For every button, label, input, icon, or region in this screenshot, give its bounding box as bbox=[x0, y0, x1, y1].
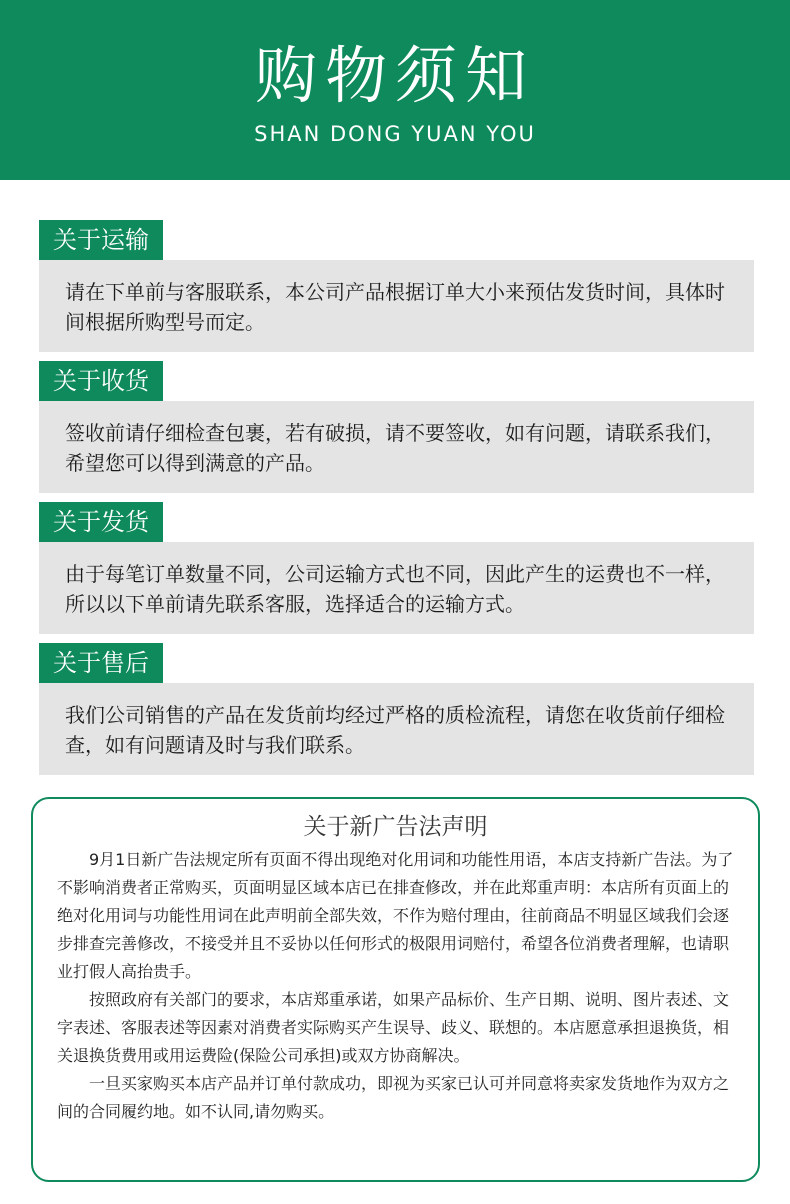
section-text: 请在下单前与客服联系，本公司产品根据订单大小来预估发货时间，具体时间根据所购型号而定。 bbox=[39, 260, 754, 352]
page-subtitle: SHAN DONG YUAN YOU bbox=[254, 122, 536, 146]
section-text: 我们公司销售的产品在发货前均经过严格的质检流程，请您在收货前仔细检查，如有问题请及时与我们联系。 bbox=[39, 683, 754, 775]
header-banner bbox=[0, 0, 790, 180]
notice-paragraph: 9月1日新广告法规定所有页面不得出现绝对化用词和功能性用语，本店支持新广告法。为了不影响消费者正常购买，页面明显区域本店已在排查修改，并在此郑重声明：本店所有页面上的绝对化用词与功能性用词在此声明前全部失效，不作为赔付理由，往前商品不明显区域我们会逐步排查完善修改，不接受并且不妥协以任何形式的极限用词赔付，希望各位消费者理解，也请职业打假人高抬贵手。 bbox=[57, 850, 734, 981]
section-text: 签收前请仔细检查包裹，若有破损，请不要签收，如有问题，请联系我们，希望您可以得到满意的产品。 bbox=[39, 401, 754, 493]
notice-paragraph: 按照政府有关部门的要求，本店郑重承诺，如果产品标价、生产日期、说明、图片表述、文字表述、客服表述等因素对消费者实际购买产生误导、歧义、联想的。本店愿意承担退换货，相关退换货费用或用运费险(保险公司承担)或双方协商解决。 bbox=[57, 990, 730, 1065]
section-text: 由于每笔订单数量不同，公司运输方式也不同，因此产生的运费也不一样，所以以下单前请先联系客服，选择适合的运输方式。 bbox=[39, 542, 754, 634]
section-label: 关于运输 bbox=[39, 220, 163, 260]
notice-title: 关于新广告法声明 bbox=[303, 814, 488, 840]
notice-paragraph: 一旦买家购买本店产品并订单付款成功，即视为买家已认可并同意将卖家发货地作为双方之间的合同履约地。如不认同,请勿购买。 bbox=[57, 1074, 730, 1121]
section-label: 关于发货 bbox=[39, 502, 163, 542]
page-title: 购物须知 bbox=[254, 39, 535, 112]
ad-law-notice bbox=[31, 797, 760, 1182]
section-label: 关于收货 bbox=[39, 361, 163, 401]
section-label: 关于售后 bbox=[39, 643, 163, 683]
